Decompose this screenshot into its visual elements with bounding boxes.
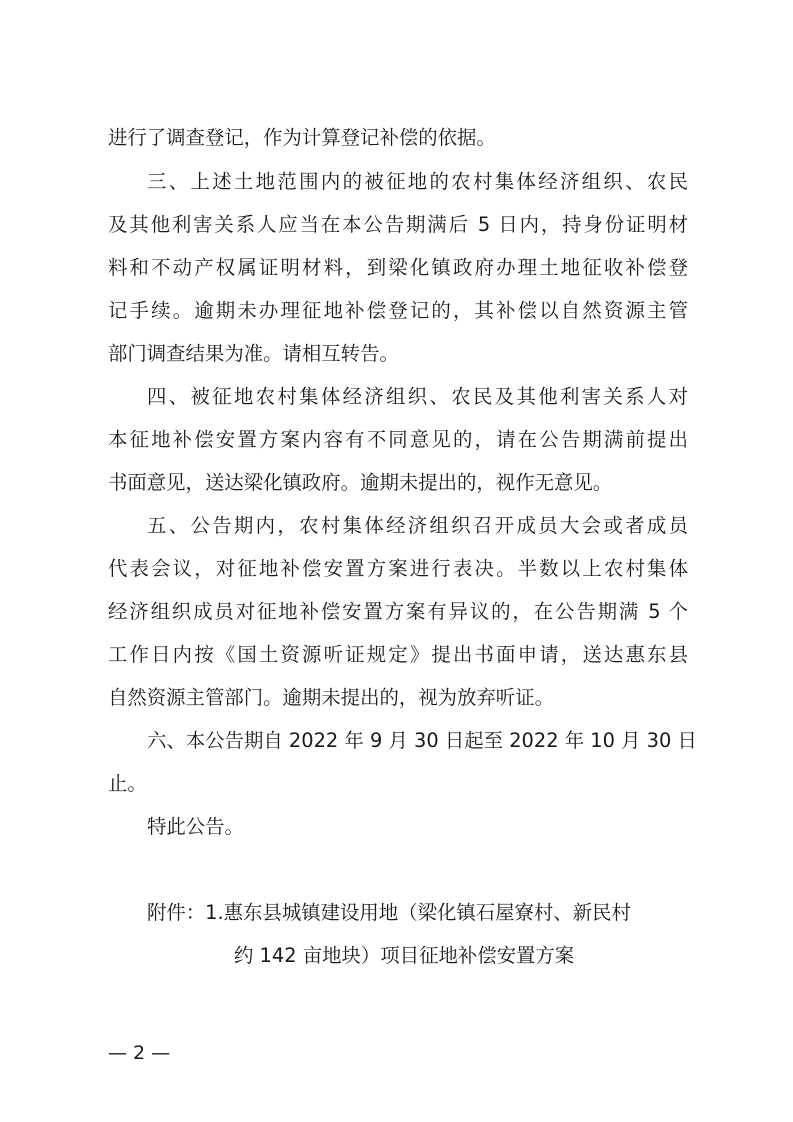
paragraph-4-line-2: 本征地补偿安置方案内容有不同意见的，请在公告期满前提出 <box>108 428 688 451</box>
paragraph-3-line-2: 及其他利害关系人应当在本公告期满后 5 日内，持身份证明材 <box>108 213 688 236</box>
paragraph-3-line-3: 料和不动产权属证明材料，到梁化镇政府办理土地征收补偿登 <box>108 256 688 279</box>
paragraph-5-line-1: 五、公告期内，农村集体经济组织召开成员大会或者成员 <box>147 514 688 537</box>
paragraph-5-line-5: 自然资源主管部门。逾期未提出的，视为放弃听证。 <box>108 686 554 709</box>
paragraph-3-line-5: 部门调查结果为准。请相互转告。 <box>108 342 399 365</box>
paragraph-5-line-4: 工作日内按《国土资源听证规定》提出书面申请，送达惠东县 <box>108 643 688 666</box>
paragraph-4-line-1: 四、被征地农村集体经济组织、农民及其他利害关系人对 <box>147 385 688 408</box>
paragraph-5-line-2: 代表会议，对征地补偿安置方案进行表决。半数以上农村集体 <box>108 557 688 580</box>
attachment-line-2: 约 142 亩地块）项目征地补偿安置方案 <box>234 944 575 967</box>
paragraph-6-line-1: 六、本公告期自 2022 年 9 月 30 日起至 2022 年 10 月 30 日 <box>147 729 697 752</box>
paragraph-continuation-line: 进行了调查登记，作为计算登记补偿的依据。 <box>108 126 496 149</box>
paragraph-6-line-2: 止。 <box>108 772 147 795</box>
paragraph-3-line-4: 记手续。逾期未办理征地补偿登记的，其补偿以自然资源主管 <box>108 299 688 322</box>
paragraph-4-line-3: 书面意见，送达梁化镇政府。逾期未提出的，视作无意见。 <box>108 471 613 494</box>
paragraph-5-line-3: 经济组织成员对征地补偿安置方案有异议的，在公告期满 5 个 <box>108 600 688 623</box>
paragraph-3-line-1: 三、上述土地范围内的被征地的农村集体经济组织、农民 <box>147 170 688 193</box>
attachment-line-1: 附件：1.惠东县城镇建设用地（梁化镇石屋寮村、新民村 <box>147 901 631 924</box>
page-number: — 2 — <box>108 1042 171 1064</box>
closing-statement: 特此公告。 <box>147 815 244 838</box>
